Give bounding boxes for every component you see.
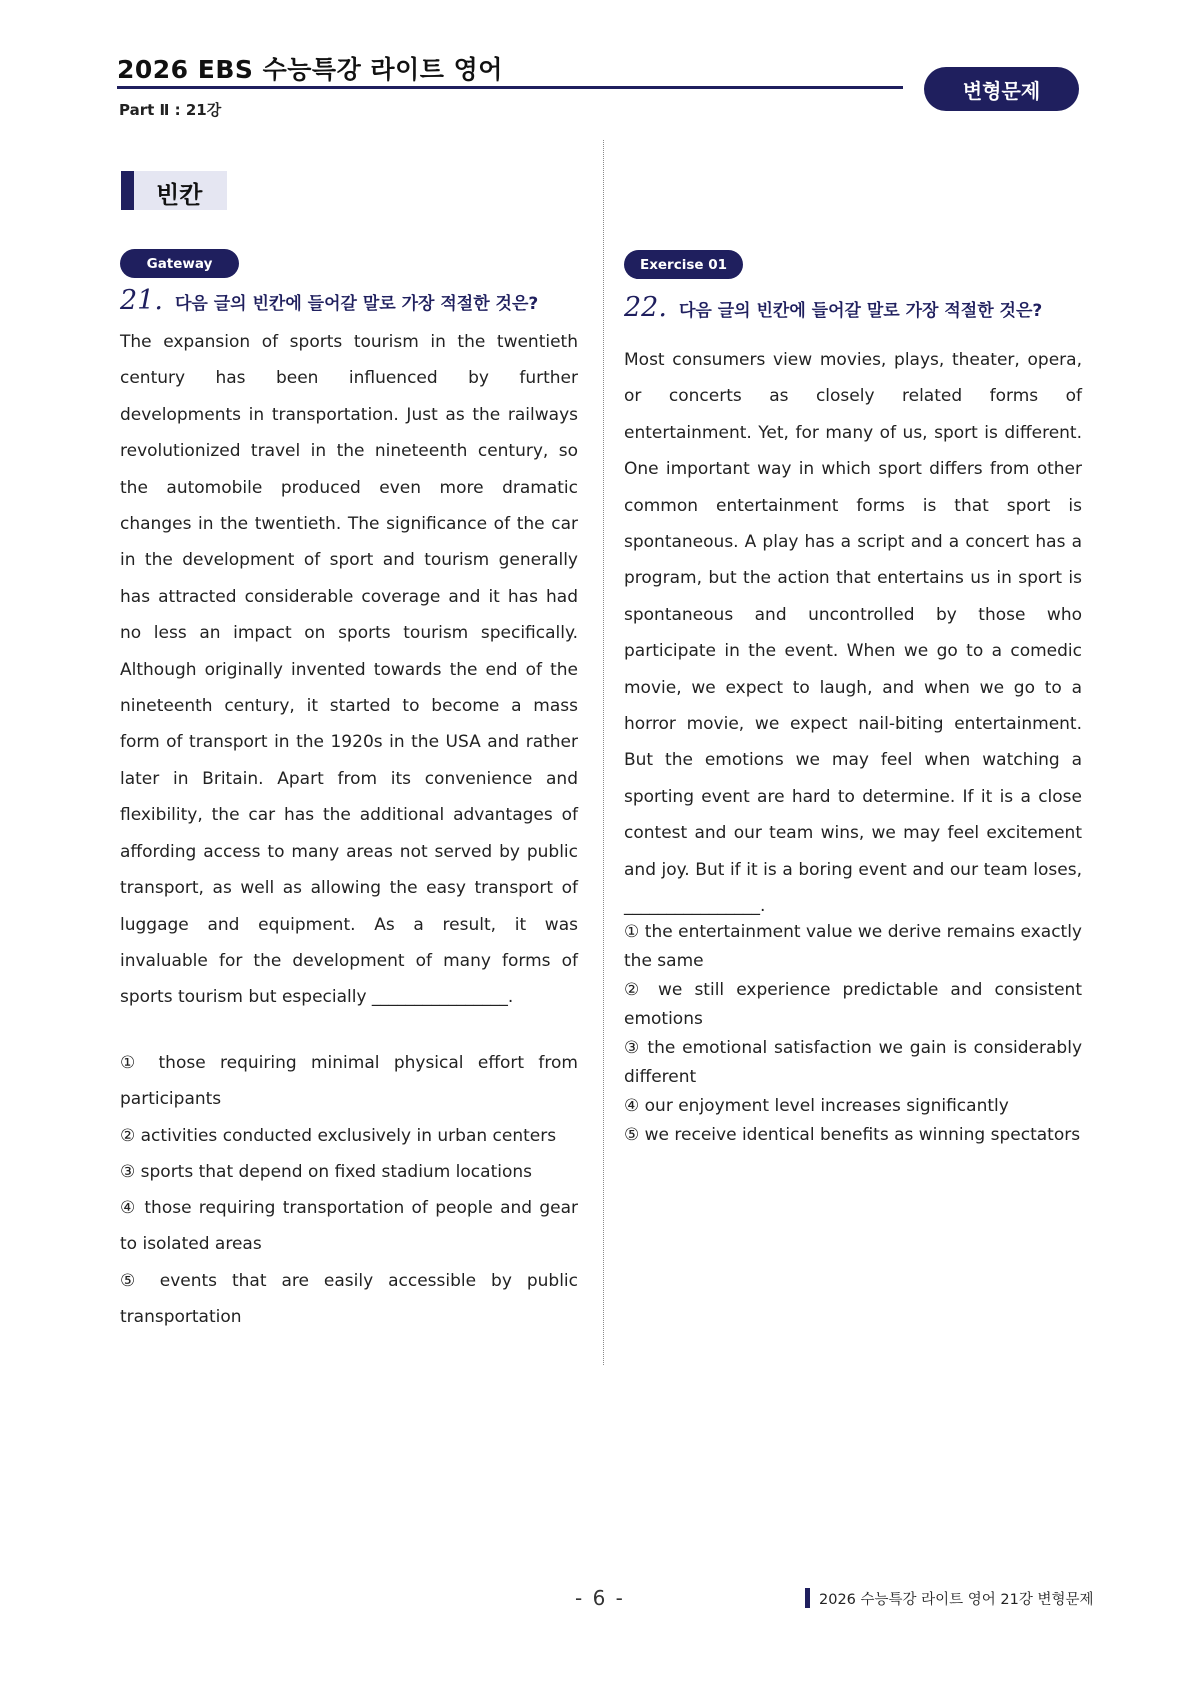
answer-option[interactable]: ② activities conducted exclusively in urban centers [120, 1125, 557, 1146]
column-divider [603, 140, 604, 1365]
answer-option[interactable]: ③ the emotional satisfaction we gain is considerably different [624, 1038, 1082, 1087]
header-rule [117, 86, 903, 89]
section-heading-bar [121, 171, 134, 210]
question-number: 22. [624, 292, 667, 323]
question-22-header [624, 292, 1042, 323]
answer-option[interactable]: ③ sports that depend on fixed stadium locations [120, 1161, 532, 1182]
header-title: 2026 EBS 수능특강 라이트 영어 [117, 55, 503, 84]
footer-text: 2026 수능특강 라이트 영어 21강 변형문제 [819, 1591, 1094, 1608]
gateway-tag: Gateway [120, 249, 239, 278]
page-number: - 6 - [575, 1586, 625, 1610]
footer [805, 1587, 1094, 1609]
question-22-options [624, 918, 1082, 1150]
footer-bar [805, 1588, 810, 1608]
answer-option[interactable]: ⑤ events that are easily accessible by public transportation [120, 1270, 578, 1328]
question-22-passage [624, 342, 1082, 925]
question-prompt: 다음 글의 빈칸에 들어갈 말로 가장 적절한 것은? [174, 294, 539, 314]
answer-option[interactable]: ① the entertainment value we derive remains exactly the same [624, 922, 1082, 971]
question-21-header [120, 285, 538, 316]
question-21-options [120, 1045, 578, 1335]
answer-option[interactable]: ② we still experience predictable and consistent emotions [624, 980, 1082, 1029]
question-prompt: 다음 글의 빈칸에 들어갈 말로 가장 적절한 것은? [678, 301, 1043, 321]
question-21-passage [120, 324, 578, 1016]
exercise-tag: Exercise 01 [624, 250, 743, 279]
variant-problem-badge: 변형문제 [924, 67, 1079, 111]
question-number: 21. [120, 285, 163, 316]
section-heading-text: 빈칸 [156, 181, 203, 209]
answer-option[interactable]: ⑤ we receive identical benefits as winning spectators [624, 1125, 1081, 1145]
header-subtitle: Part Ⅱ : 21강 [119, 101, 222, 119]
section-heading [121, 171, 227, 210]
answer-option[interactable]: ① those requiring minimal physical effort from participants [120, 1053, 578, 1110]
answer-option[interactable]: ④ those requiring transportation of people and gear to isolated areas [120, 1198, 578, 1255]
passage-text: The expansion of sports tourism in the twentieth century has been influenced by further developments in transportation. Just as the railways revolutionized travel in the nineteenth century, so the automobile produced even more dramatic changes in the twentieth. The significance of the car in the development of sport and tourism generally has attracted considerable coverage and it has had no less an impact on sports tourism specifically. Although originally invented towards the end of the nineteenth century, it started to become a mass form of transport in the 1920s in the USA and rather later in Britain. Apart from its convenience and flexibility, the car has the additional advantages of affording access to many areas not served by public transport, as well as allowing the easy transport of luggage and equipment. As a result, it was invaluable for the development of many forms of sports tourism but especially ________________. [120, 332, 578, 1008]
passage-text: Most consumers view movies, plays, theater, opera, or concerts as closely related forms of entertainment. Yet, for many of us, sport is different. One important way in which sport differs from other common entertainment forms is that sport is spontaneous. A play has a script and a concert has a program, but the action that entertains us in sport is spontaneous and uncontrolled by those who participate in the event. When we go to a comedic movie, we expect to laugh, and when we go to a horror movie, we expect nail-biting entertainment. But the emotions we may feel when watching a sporting event are hard to determine. If it is a close contest and our team wins, we may feel excitement and joy. But if it is a boring event and our team loses, ________________. [624, 350, 1082, 917]
answer-option[interactable]: ④ our enjoyment level increases significantly [624, 1096, 1009, 1116]
